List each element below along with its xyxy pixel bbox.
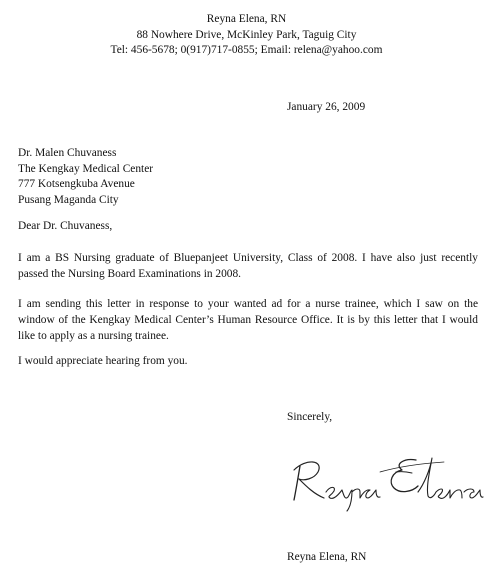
signer-name: Reyna Elena, RN <box>287 551 367 563</box>
letterhead <box>0 12 493 59</box>
recipient-block <box>18 146 318 208</box>
recipient-organization: The Kengkay Medical Center <box>18 162 154 175</box>
letter-date: January 26, 2009 <box>287 101 366 113</box>
sender-name: Reyna Elena, RN <box>206 13 287 25</box>
recipient-street: 777 Kotsengkuba Avenue <box>18 178 135 190</box>
handwritten-signature <box>284 448 484 512</box>
body-paragraph-1: I am a BS Nursing graduate of Bluepanjeet University, Class of 2008. I have also just recently passed the Nursing Board Examinations in 2008. <box>18 252 478 280</box>
salutation: Dear Dr. Chuvaness, <box>18 220 113 232</box>
recipient-city: Pusang Maganda City <box>18 193 119 206</box>
closing: Sincerely, <box>287 411 333 423</box>
body-paragraph-3: I would appreciate hearing from you. <box>18 355 188 367</box>
recipient-name: Dr. Malen Chuvaness <box>18 147 117 159</box>
sender-address: 88 Nowhere Drive, McKinley Park, Taguig City <box>136 28 357 41</box>
body-paragraph-2: I am sending this letter in response to your wanted ad for a nurse trainee, which I saw on the window of the Kengkay Medical Center’s Human Resource Office. It is by this letter that I would like to apply as a nursing trainee. <box>18 298 478 342</box>
sender-contact: Tel: 456-5678; 0(917)717-0855; Email: relena@yahoo.com <box>110 44 383 56</box>
